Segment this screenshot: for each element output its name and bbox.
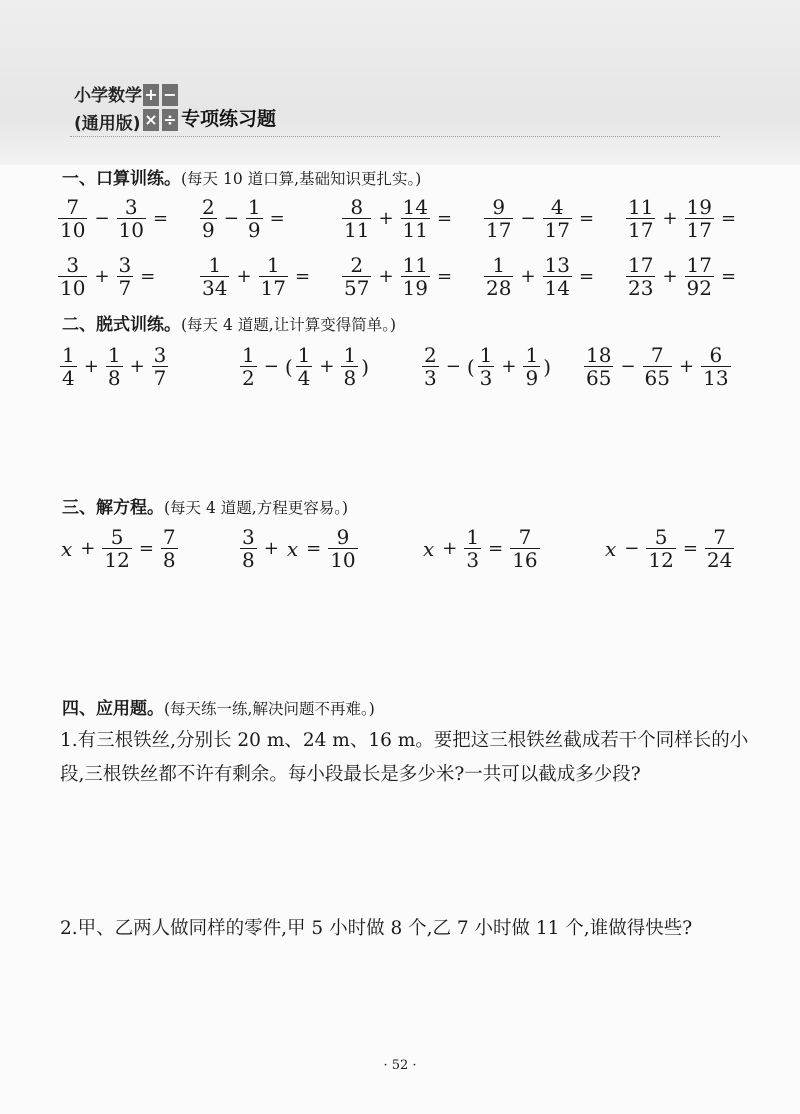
fraction: $\frac{1}{9}$: [525, 343, 539, 390]
fraction: $\frac{1}{17}$: [260, 253, 286, 300]
section-heading: 三、解方程。: [62, 498, 164, 518]
operator: +: [94, 266, 110, 287]
operator: +: [378, 266, 394, 287]
fraction: $\frac{1}{28}$: [486, 253, 512, 300]
fraction: $\frac{1}{3}$: [479, 343, 493, 390]
fraction: $\frac{1}{2}$: [242, 343, 255, 390]
fraction: $\frac{18}{65}$: [586, 343, 612, 390]
section-title-oral: [62, 164, 421, 189]
section-title-stepwise: [62, 310, 396, 335]
operator: −: [223, 208, 239, 229]
equation-1: [58, 526, 180, 571]
variable: x: [286, 536, 299, 561]
operator: +: [378, 208, 394, 229]
plus-icon: +: [144, 85, 158, 104]
equals-sign: =: [437, 208, 453, 229]
fraction: $\frac{7}{10}$: [60, 195, 86, 242]
equals-sign: =: [138, 538, 154, 559]
operator: +: [236, 266, 252, 287]
oral-expression-2: [198, 196, 290, 241]
fraction: $\frac{1}{4}$: [62, 343, 75, 390]
operator: −: [263, 356, 279, 377]
fraction: $\frac{19}{17}$: [686, 195, 712, 242]
times-icon: ×: [144, 110, 158, 129]
minus-icon: −: [163, 85, 177, 104]
header-band: [0, 0, 800, 165]
fraction: $\frac{3}{8}$: [242, 525, 255, 572]
fraction: $\frac{17}{92}$: [686, 253, 712, 300]
operator: −: [94, 208, 110, 229]
header-divider: [70, 136, 720, 137]
equation-3: [420, 526, 542, 571]
stepwise-expression-3: [420, 344, 552, 389]
equals-sign: =: [437, 266, 453, 287]
equation-2: [238, 526, 360, 571]
variable: x: [61, 536, 73, 561]
operator: +: [679, 356, 695, 377]
equals-sign: =: [682, 538, 698, 559]
fraction: $\frac{3}{10}$: [118, 195, 144, 242]
operator: +: [83, 356, 99, 377]
oral-expression-9: [482, 254, 599, 299]
word-problem-1: 1.有三根铁丝,分别长 20 m、24 m、16 m。要把这三根铁丝截成若干个同样长的小段,三根铁丝都不许有剩余。每小段最长是多少米?一共可以截成多少段?: [60, 730, 749, 785]
fraction: $\frac{1}{9}$: [247, 195, 261, 242]
oral-expression-4: [482, 196, 599, 241]
section-title-equations: [62, 493, 348, 518]
section-note: (每天 10 道口算,基础知识更扎实。): [181, 170, 422, 188]
stepwise-expression-4: [582, 344, 733, 389]
fraction: $\frac{5}{12}$: [648, 525, 674, 572]
operator: +: [80, 538, 96, 559]
fraction: $\frac{5}{12}$: [104, 525, 130, 572]
brand-line-1: 小学数学: [74, 86, 142, 106]
oral-expression-5: [624, 196, 741, 241]
page-number: · 52 ·: [383, 1058, 417, 1073]
section-heading: 二、脱式训练。: [62, 315, 181, 335]
operator-icons: [143, 84, 178, 131]
equals-sign: =: [306, 538, 322, 559]
fraction: $\frac{2}{57}$: [344, 253, 370, 300]
fraction: $\frac{7}{16}$: [512, 525, 538, 572]
variable: x: [423, 536, 435, 561]
fraction: $\frac{9}{10}$: [330, 525, 356, 572]
fraction: $\frac{3}{7}$: [153, 343, 167, 390]
operator: +: [662, 266, 678, 287]
equals-sign: =: [153, 208, 169, 229]
worksheet-title: 专项练习题: [181, 108, 277, 130]
right-paren: ): [361, 354, 370, 379]
oral-expression-6: [56, 254, 160, 299]
fraction: $\frac{7}{8}$: [162, 525, 176, 572]
equals-sign: =: [721, 266, 737, 287]
operator: +: [129, 356, 145, 377]
left-paren: (: [284, 354, 293, 379]
fraction: $\frac{7}{24}$: [706, 525, 733, 572]
fraction: $\frac{1}{4}$: [297, 343, 311, 390]
fraction: $\frac{17}{23}$: [628, 253, 654, 300]
fraction: $\frac{1}{3}$: [466, 525, 480, 572]
equals-sign: =: [269, 208, 285, 229]
oral-expression-1: [56, 196, 173, 241]
oral-expression-10: [624, 254, 741, 299]
equation-4: [602, 526, 736, 571]
fraction: $\frac{2}{3}$: [424, 343, 437, 390]
equals-sign: =: [579, 266, 595, 287]
fraction: $\frac{4}{17}$: [544, 195, 570, 242]
operator: +: [501, 356, 517, 377]
section-title-word-problems: [62, 694, 375, 719]
operator: −: [620, 356, 636, 377]
fraction: $\frac{1}{8}$: [343, 343, 357, 390]
right-paren: ): [543, 354, 552, 379]
fraction: $\frac{8}{11}$: [344, 195, 370, 242]
equals-sign: =: [295, 266, 311, 287]
section-note: (每天练一练,解决问题不再难。): [164, 700, 375, 718]
divide-icon: ÷: [163, 110, 177, 129]
fraction: $\frac{11}{19}$: [402, 253, 428, 300]
fraction: $\frac{13}{14}$: [544, 253, 570, 300]
operator: +: [442, 538, 458, 559]
oral-expression-8: [340, 254, 457, 299]
left-paren: (: [466, 354, 475, 379]
fraction: $\frac{14}{11}$: [402, 195, 428, 242]
oral-expression-7: [198, 254, 315, 299]
word-problem-2: 2.甲、乙两人做同样的零件,甲 5 小时做 8 个,乙 7 小时做 11 个,谁做得快些?: [60, 918, 693, 939]
oral-expression-3: [340, 196, 457, 241]
fraction: $\frac{9}{17}$: [486, 195, 512, 242]
brand-block: [74, 84, 142, 136]
fraction: $\frac{6}{13}$: [703, 343, 729, 390]
stepwise-expression-2: [238, 344, 370, 389]
fraction: $\frac{3}{10}$: [60, 253, 86, 300]
operator: −: [445, 356, 461, 377]
operator: −: [520, 208, 536, 229]
fraction: $\frac{3}{7}$: [118, 253, 132, 300]
equals-sign: =: [579, 208, 595, 229]
fraction: $\frac{11}{17}$: [628, 195, 654, 242]
operator: +: [319, 356, 335, 377]
section-note: (每天 4 道题,方程更容易。): [164, 499, 348, 517]
section-heading: 一、口算训练。: [62, 169, 181, 189]
section-note: (每天 4 道题,让计算变得简单。): [181, 316, 396, 334]
fraction: $\frac{2}{9}$: [202, 195, 215, 242]
brand-line-2: (通用版): [74, 114, 141, 134]
operator: −: [624, 538, 640, 559]
equals-sign: =: [721, 208, 737, 229]
equals-sign: =: [140, 266, 156, 287]
fraction: $\frac{7}{65}$: [644, 343, 670, 390]
section-heading: 四、应用题。: [62, 699, 164, 719]
operator: +: [263, 538, 279, 559]
equals-sign: =: [488, 538, 504, 559]
stepwise-expression-1: [58, 344, 170, 389]
operator: +: [520, 266, 536, 287]
fraction: $\frac{1}{34}$: [202, 253, 228, 300]
fraction: $\frac{1}{8}$: [107, 343, 121, 390]
variable: x: [605, 536, 617, 561]
operator: +: [662, 208, 678, 229]
